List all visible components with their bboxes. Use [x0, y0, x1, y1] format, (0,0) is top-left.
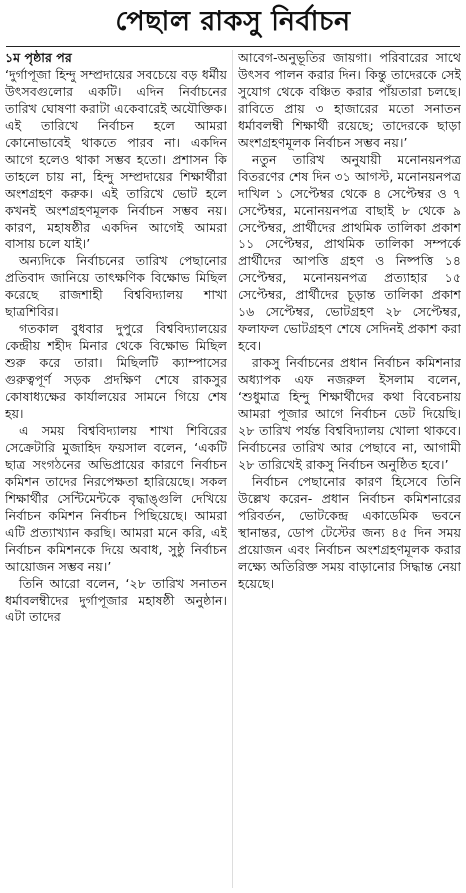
- paragraph: তিনি আরো বলেন, ‘২৮ তারিখ সনাতন ধর্মাবলম্বীদের দুর্গাপূজার মহাষষ্ঠী অনুষ্ঠান। এটা তাদের: [5, 575, 227, 625]
- paragraph: এ সময় বিশ্ববিদ্যালয় শাখা শিবিরের সেক্রেটারি মুজাহিদ ফয়সাল বলেন, ‘একটি ছাত্র সংগঠনের অভিপ্রায়ের কারণে নির্বাচন কমিশন তাদের নিরপেক্ষতা হারিয়েছে। সকল শিক্ষার্থীর সেন্টিমেন্টকে বৃদ্ধাঙ্গুলি দেখিয়ে নির্বাচন কমিশন নির্বাচন পিছিয়েছে। আমরা এটি প্রত্যাখ্যান করছি। আমরা মনে করি, এই নির্বাচন কমিশনকে দিয়ে অবাধ, সুষ্ঠু নির্বাচন আয়োজন সম্ভব নয়।’: [5, 422, 227, 574]
- continuation-marker: ১ম পৃষ্ঠার পর: [5, 50, 72, 65]
- continuation-label: [5, 50, 227, 67]
- paragraph: রাকসু নির্বাচনের প্রধান নির্বাচন কমিশনার অধ্যাপক এফ নজরুল ইসলাম বলেন, ‘শুধুমাত্র হিন্দু শিক্ষার্থীদের কথা বিবেচনায় আমরা পূজার আগে নির্বাচন ডেট দিয়েছি। ২৮ তারিখ পর্যন্ত বিশ্ববিদ্যালয় খোলা থাকবে। নির্বাচনের তারিখ আর পেছাবে না, আগামী ২৮ তারিখেই রাকসু নির্বাচন অনুষ্ঠিত হবে।’: [238, 355, 461, 472]
- headline: পেছাল রাকসু নির্বাচন: [115, 6, 351, 37]
- article-column-left: [5, 50, 227, 888]
- headline-rule: [6, 46, 460, 47]
- paragraph: আবেগ-অনুভূতির জায়গা। পরিবারের সাথে উৎসব পালন করার দিন। কিন্তু তাদেরকে সেই সুযোগ থেকে বঞ্চিত করার পাঁয়তারা চলছে। রাবিতে প্রায় ৩ হাজারের মতো সনাতন ধর্মাবলম্বী শিক্ষার্থী রয়েছে; তাদেরকে ছাড়া অংশগ্রহণমূলক নির্বাচন সম্ভব নয়।’: [238, 50, 461, 150]
- paragraph: গতকাল বুধবার দুপুরে বিশ্ববিদ্যালয়ের কেন্দ্রীয় শহীদ মিনার থেকে বিক্ষোভ মিছিল শুরু করে তারা। মিছিলটি ক্যাম্পাসের গুরুত্বপূর্ণ সড়ক প্রদক্ষিণ শেষে রাকসুর কোষাধ্যক্ষের কার্যালয়ের সামনে গিয়ে শেষ হয়।: [5, 321, 227, 422]
- paragraph: নতুন তারিখ অনুযায়ী মনোনয়নপত্র বিতরণের শেষ দিন ৩১ আগস্ট, মনোনয়নপত্র দাখিল ১ সেপ্টেম্বর থেকে ৪ সেপ্টেম্বর ও ৭ সেপ্টেম্বর, মনোনয়নপত্র বাছাই ৮ থেকে ৯ সেপ্টেম্বর, প্রার্থীদের প্রাথমিক তালিকা প্রকাশ ১১ সেপ্টেম্বর, প্রাথমিক তালিকা সম্পর্কে প্রার্থীদের আপত্তি গ্রহণ ও নিষ্পত্তি ১৪ সেপ্টেম্বর, মনোনয়নপত্র প্রত্যাহার ১৫ সেপ্টেম্বর, প্রার্থীদের চূড়ান্ত তালিকা প্রকাশ ১৬ সেপ্টেম্বর, ভোটগ্রহণ ২৮ সেপ্টেম্বর, ফলাফল ভোটগ্রহণ শেষে সেদিনই প্রকাশ করা হবে।: [238, 151, 461, 354]
- paragraph: নির্বাচন পেছানোর কারণ হিসেবে তিনি উল্লেখ করেন- প্রধান নির্বাচন কমিশনারের পরিবর্তন, ভোটকেন্দ্র একাডেমিক ভবনে স্থানান্তর, ডোপ টেস্টের জন্য ৪৫ দিন সময় প্রয়োজন এবং নির্বাচন অংশগ্রহণমূলক করার লক্ষ্যে অতিরিক্ত সময় বাড়ানোর সিদ্ধান্ত নেয়া হয়েছে।: [238, 473, 461, 591]
- paragraph: ‘দুর্গাপূজা হিন্দু সম্প্রদায়ের সবচেয়ে বড় ধর্মীয় উৎসবগুলোর একটি। এদিন নির্বাচনের তারিখ ঘোষণা করাটা একেবারেই অযৌক্তিক। এই তারিখে নির্বাচন হলে আমরা কোনোভাবেই থাকতে পারব না। একদিন আগে হলেও থাকা সম্ভব হতো। প্রশাসন কি তাহলে চায় না, হিন্দু সম্প্রদায়ের শিক্ষার্থীরা অংশগ্রহণ করুক। এই তারিখে ভোট হলে কখনই অংশগ্রহণমূলক নির্বাচন সম্ভব নয়। কারণ, মহাষষ্ঠীর একদিন আগেই আমরা বাসায় চলে যাই।’: [5, 66, 227, 252]
- column-divider: [232, 50, 233, 888]
- paragraph: অন্যদিকে নির্বাচনের তারিখ পেছানোর প্রতিবাদ জানিয়ে তাৎক্ষণিক বিক্ষোভ মিছিল করেছে রাজশাহী বিশ্ববিদ্যালয় শাখা ছাত্রশিবির।: [5, 253, 227, 320]
- article-column-right: [238, 50, 461, 888]
